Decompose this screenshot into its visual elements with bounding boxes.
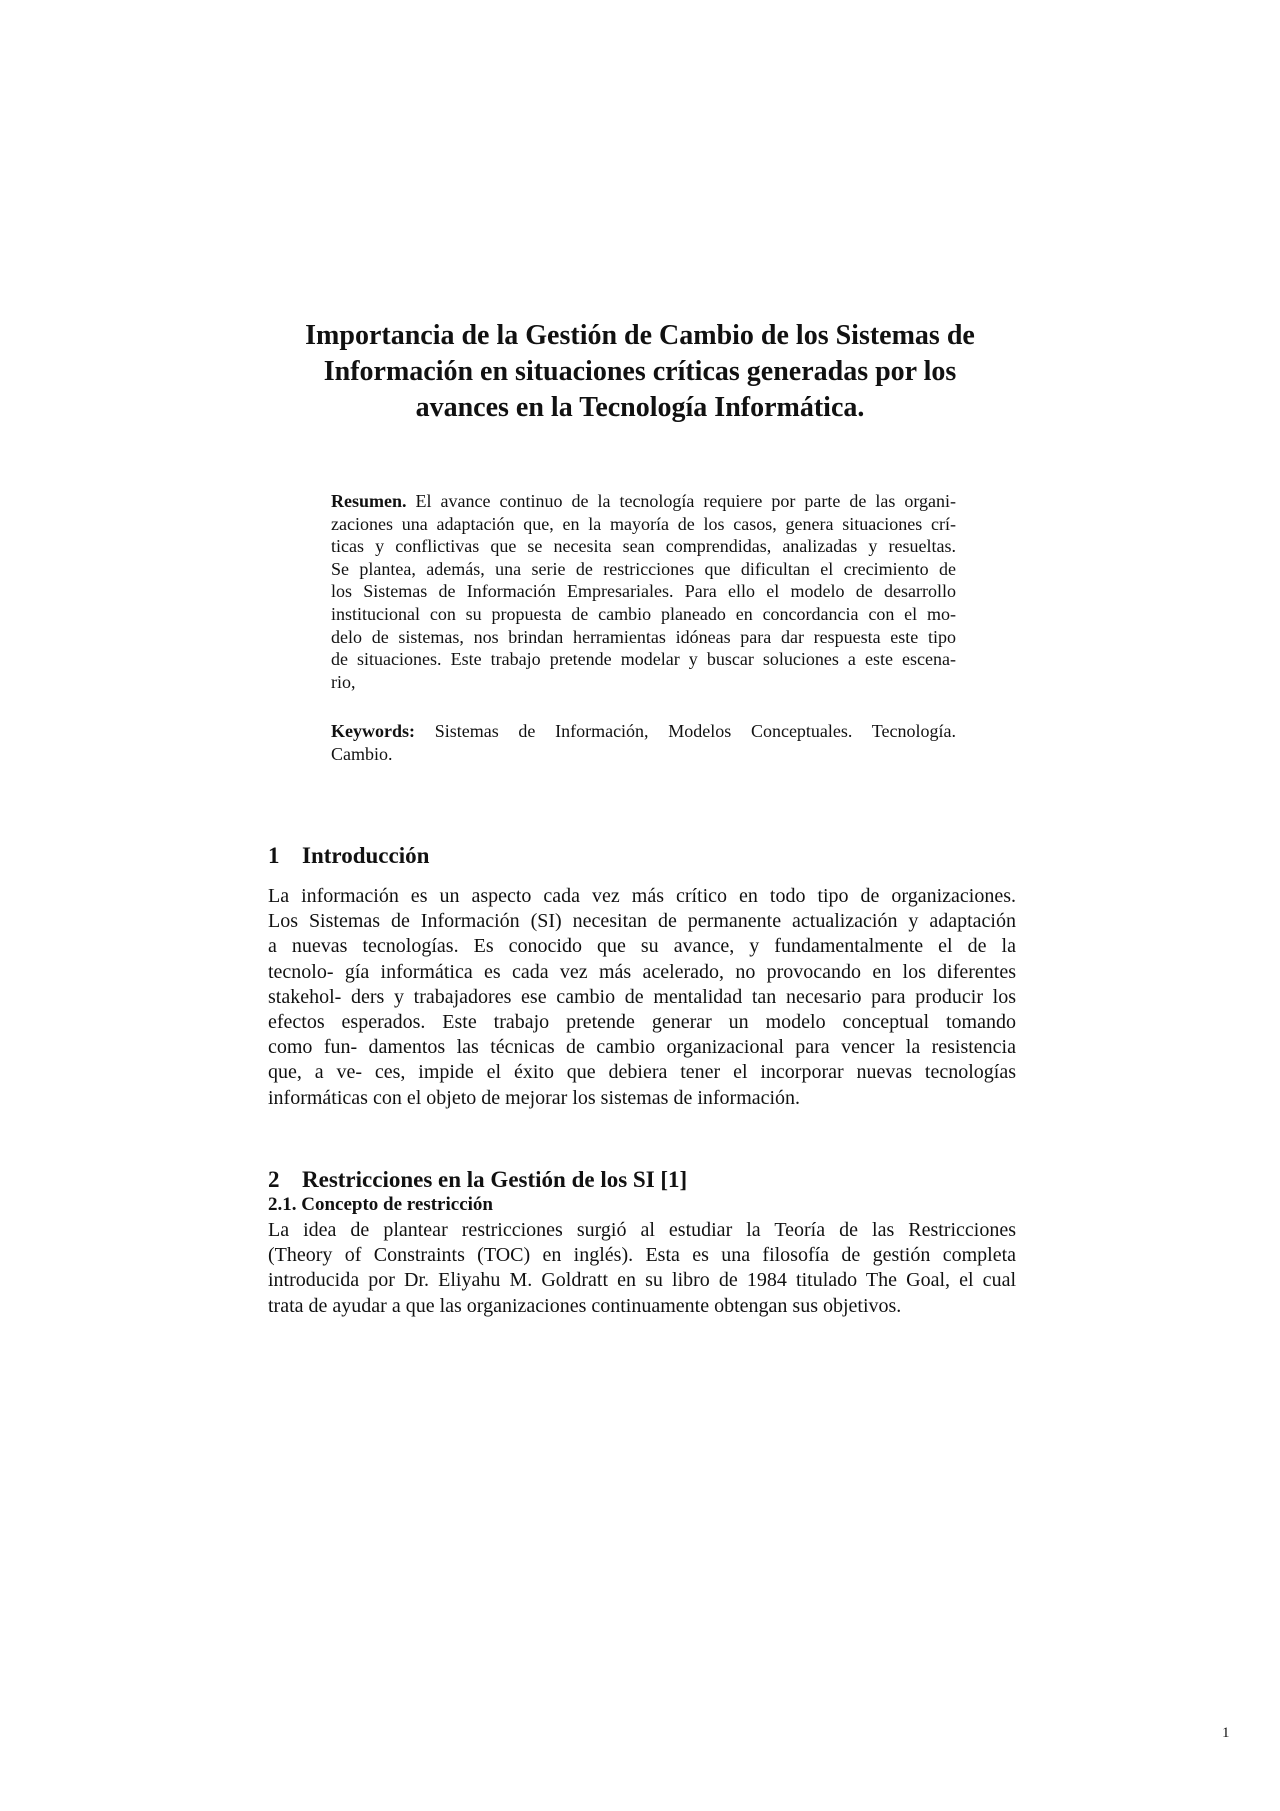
section-number: 1: [268, 843, 280, 868]
title-line: Información en situaciones críticas generadas por los: [323, 356, 957, 387]
section-heading-restricciones: [268, 1166, 687, 1194]
paragraph-line: informáticas con el objeto de mejorar los sistemas de información.: [268, 1086, 801, 1109]
paragraph-line: a nuevas tecnologías. Es conocido que su avance, y fundamentalmente el de la: [268, 935, 1016, 958]
paragraph-line: Los Sistemas de Información (SI) necesitan de permanente actualización y adaptación: [268, 910, 1016, 933]
title-line: avances en la Tecnología Informática.: [415, 392, 865, 423]
keywords: [331, 720, 956, 765]
title-line: Importancia de la Gestión de Cambio de los Sistemas de: [305, 320, 975, 351]
concepto-paragraph: [268, 1218, 1016, 1319]
abstract-line: ticas y conflictivas que se necesita sean comprendidas, analizadas y resueltas.: [331, 536, 956, 557]
keywords-line: Keywords: Sistemas de Información, Modelos Conceptuales. Tecnología.: [331, 721, 956, 741]
section-title: Introducción: [302, 843, 430, 868]
abstract: [331, 490, 956, 693]
page-number: 1: [1222, 1725, 1230, 1741]
abstract-label: Resumen.: [331, 491, 407, 511]
abstract-line: Se plantea, además, una serie de restricciones que dificultan el crecimiento de: [331, 558, 956, 579]
section-heading-introduccion: [268, 842, 429, 870]
subsection-heading-concepto: 2.1. Concepto de restricción: [268, 1194, 493, 1215]
introduccion-paragraph: [268, 884, 1016, 1111]
section-number: 2: [268, 1167, 280, 1192]
abstract-line: institucional con su propuesta de cambio planeado en concordancia con el mo-: [331, 603, 956, 624]
keywords-label: Keywords:: [331, 721, 415, 741]
paragraph-line: tecnolo- gía informática es cada vez más acelerado, no provocando en los diferentes: [268, 960, 1016, 983]
paragraph-line: efectos esperados. Este trabajo pretende generar un modelo conceptual tomando: [268, 1011, 1016, 1034]
abstract-line: rio,: [331, 671, 356, 692]
paragraph-line: que, a ve- ces, impide el éxito que debiera tener el incorporar nuevas tecnologías: [268, 1061, 1016, 1084]
paragraph-line: La idea de plantear restricciones surgió al estudiar la Teoría de las Restricciones: [268, 1219, 1016, 1241]
abstract-line: Resumen. El avance continuo de la tecnología requiere por parte de las organi-: [331, 491, 957, 511]
abstract-line: los Sistemas de Información Empresariales. Para ello el modelo de desarrollo: [331, 581, 956, 602]
section-title: Restricciones en la Gestión de los SI [1]: [302, 1167, 688, 1192]
paragraph-line: trata de ayudar a que las organizaciones continuamente obtengan sus objetivos.: [268, 1294, 902, 1317]
abstract-line: de situaciones. Este trabajo pretende modelar y buscar soluciones a este escena-: [331, 649, 956, 670]
paragraph-line: como fun- damentos las técnicas de cambio organizacional para vencer la resistencia: [268, 1036, 1016, 1059]
keywords-line: Cambio.: [331, 743, 393, 764]
paper-title: [240, 318, 1040, 426]
abstract-line: zaciones una adaptación que, en la mayoría de los casos, genera situaciones crí-: [331, 513, 956, 534]
paragraph-line: stakehol- ders y trabajadores ese cambio de mentalidad tan necesario para producir los: [268, 985, 1016, 1008]
paragraph-line: (Theory of Constraints (TOC) en inglés). Esta es una filosofía de gestión completa: [268, 1244, 1016, 1267]
abstract-line: delo de sistemas, nos brindan herramientas idóneas para dar respuesta este tipo: [331, 626, 956, 647]
paragraph-line: introducida por Dr. Eliyahu M. Goldratt en su libro de 1984 titulado The Goal, el cual: [268, 1269, 1016, 1292]
paragraph-line: La información es un aspecto cada vez más crítico en todo tipo de organizaciones.: [268, 885, 1016, 907]
